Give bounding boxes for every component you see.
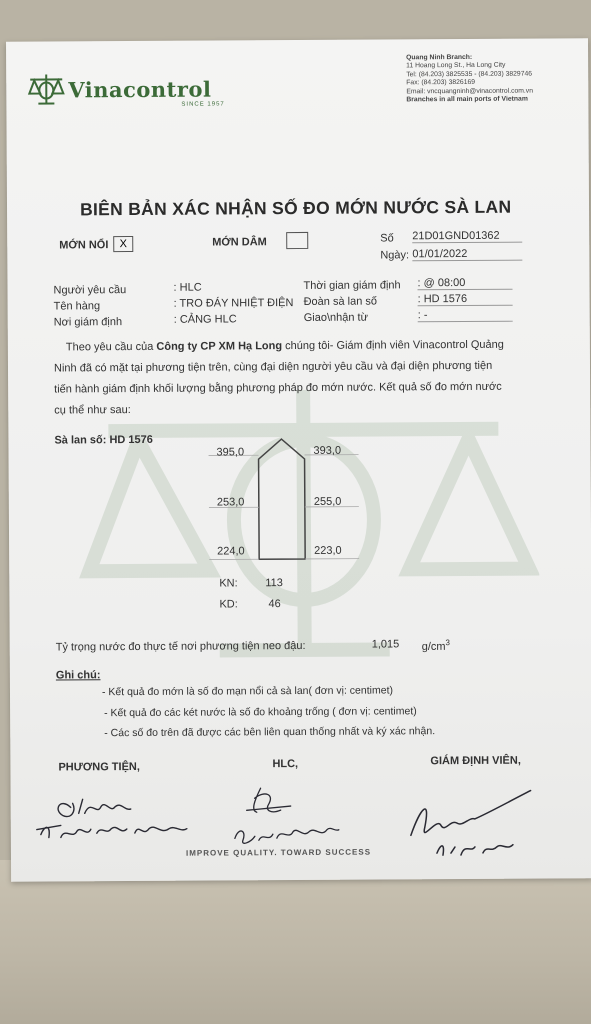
mon-dam-label: MỚN DÂM: [212, 236, 267, 249]
branch-tel: Tel: (84.203) 3825535 - (84.203) 3829746: [406, 70, 533, 79]
noi-giam-dinh-value: : CẢNG HLC: [173, 313, 237, 326]
signature-phuong-tien-icon: [31, 789, 201, 860]
branch-info: [406, 54, 533, 105]
density-value: 1,015: [371, 638, 400, 651]
company-logo-text: Vinacontrol: [68, 76, 212, 103]
intro-paragraph: [54, 335, 535, 422]
mon-dam-checkbox: [286, 232, 308, 249]
so-value: 21D01GND01362: [412, 230, 522, 244]
mon-noi-checkbox: X: [113, 236, 133, 252]
kd-label: KD:: [219, 598, 238, 611]
kd-value: 46: [268, 598, 281, 611]
density-unit-base: g/cm: [421, 640, 446, 653]
document-page: [6, 38, 591, 882]
noi-giam-dinh-label: Nơi giám định: [53, 316, 123, 329]
branch-note: Branches in all main ports of Vietnam: [406, 95, 528, 104]
nguoi-yeu-cau-label: Người yêu cầu: [53, 284, 127, 297]
vinacontrol-logo-icon: [26, 71, 66, 107]
doan-sa-lan-label: Đoàn sà lan số: [303, 295, 378, 308]
ten-hang-label: Tên hàng: [53, 300, 101, 313]
draft-right-top: 393,0: [313, 444, 342, 457]
branch-email: Email: vncquangninh@vinacontrol.com.vn: [406, 87, 534, 95]
density-unit-sup: 3: [445, 638, 451, 648]
ngay-label: Ngày:: [380, 249, 410, 262]
footer-slogan: IMPROVE QUALITY. TOWARD SUCCESS: [185, 847, 372, 858]
nguoi-yeu-cau-value: : HLC: [173, 281, 202, 294]
table-surface: [0, 860, 591, 1024]
kn-value: 113: [265, 577, 283, 590]
draft-left-bot: 224,0: [217, 545, 245, 558]
client-company: Công ty CP XM Hạ Long: [156, 340, 283, 353]
thoi-gian-value: : @ 08:00: [417, 277, 512, 291]
intro-text-b: chúng tôi- Giám định viên Vinacontrol Quảng: [282, 338, 504, 353]
note-item: - Kết quả đo mớn là số đo mạn nổi cả sà lan( đơn vị: centimet): [101, 684, 394, 699]
intro-line-3: tiến hành giám định khối lượng bằng phương pháp đo mớn nước. Kết quả số đo mớn nước: [54, 380, 502, 396]
branch-fax: Fax: (84.203) 3826169: [406, 79, 476, 87]
thoi-gian-label: Thời gian giám định: [303, 279, 401, 292]
branch-name: Quang Ninh Branch:: [406, 53, 473, 62]
document-title: BIÊN BẢN XÁC NHẬN SỐ ĐO MỚN NƯỚC SÀ LAN: [79, 196, 512, 220]
company-since: SINCE 1957: [181, 101, 225, 108]
sig-giam-dinh-vien-label: GIÁM ĐỊNH VIÊN,: [430, 754, 521, 768]
density-label: Tỷ trọng nước đo thực tế nơi phương tiện neo đậu:: [55, 639, 306, 654]
sig-hlc-label: HLC,: [272, 758, 299, 771]
giao-nhan-value: : -: [418, 309, 513, 323]
notes-heading: Ghi chú:: [55, 669, 101, 682]
intro-line-4: cụ thể như sau:: [54, 404, 131, 417]
kn-label: KN:: [219, 577, 238, 590]
branch-address: 11 Hoang Long St., Ha Long City: [406, 62, 506, 70]
draft-left-top: 395,0: [216, 446, 245, 459]
intro-line-2: Ninh đã có mặt tại phương tiện trên, cùng đại diện người yêu cầu và đại diện phương tiện: [53, 359, 493, 375]
density-unit: [422, 638, 450, 653]
ngay-value: 01/01/2022: [412, 248, 522, 262]
draft-right-mid: 255,0: [313, 495, 342, 508]
intro-text-a: Theo yêu cầu của: [65, 340, 157, 354]
signature-giam-dinh-vien-icon: [401, 786, 571, 867]
note-item: - Kết quả đo các két nước là số đo khoảng trống ( đơn vị: centimet): [104, 705, 417, 720]
sig-phuong-tien-label: PHƯƠNG TIỆN,: [58, 760, 140, 774]
barge-number-label: Sà lan số: HD 1576: [54, 433, 153, 447]
giao-nhan-label: Giao\nhận từ: [303, 311, 368, 324]
note-item: - Các số đo trên đã được các bên liên quan thống nhất và ký xác nhận.: [104, 725, 436, 740]
doan-sa-lan-value: : HD 1576: [418, 293, 513, 307]
so-label: Số: [380, 232, 394, 245]
draft-right-bot: 223,0: [314, 544, 342, 557]
draft-left-mid: 253,0: [216, 496, 245, 509]
mon-noi-label: MỚN NỔI: [59, 239, 109, 252]
ten-hang-value: : TRO ĐÁY NHIỆT ĐIỆN: [173, 297, 294, 310]
